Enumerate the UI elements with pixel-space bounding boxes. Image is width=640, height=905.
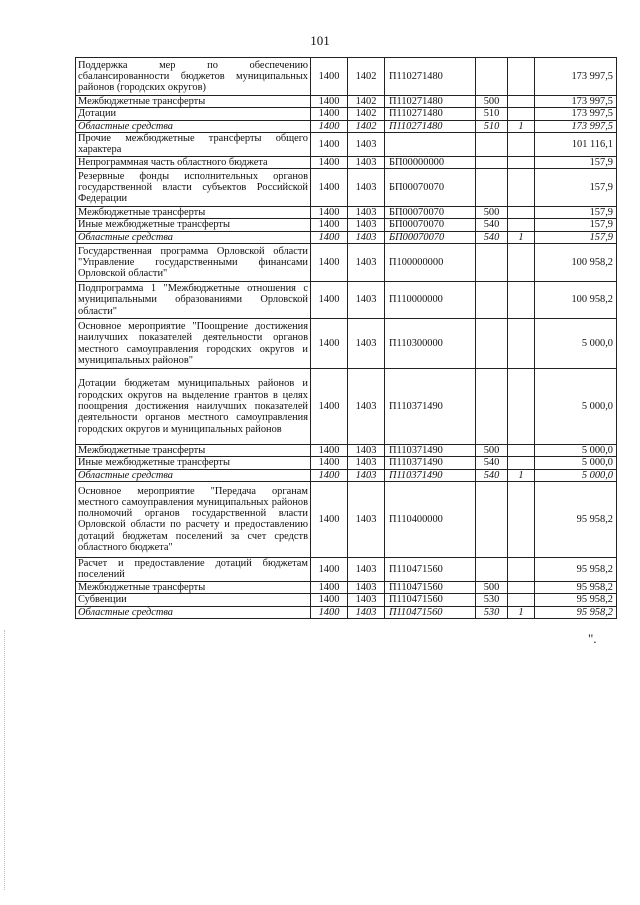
table-row [76, 108, 617, 120]
row-podrazdel: 1403 [348, 219, 385, 231]
row-podrazdel: 1403 [348, 594, 385, 606]
row-source [508, 481, 535, 557]
row-name: Субвенции [76, 594, 311, 606]
row-source [508, 282, 535, 319]
row-name: Основное мероприятие "Поощрение достижения наилучших показателей деятельности органов местного самоуправления городских округов и муниципальных районов" [76, 319, 311, 369]
row-expense-type: 540 [476, 469, 508, 481]
row-name: Межбюджетные трансферты [76, 581, 311, 593]
row-podrazdel: 1403 [348, 481, 385, 557]
row-amount: 95 958,2 [535, 606, 617, 618]
row-amount: 95 958,2 [535, 594, 617, 606]
scan-margin-dots [4, 630, 7, 890]
table-row [76, 557, 617, 581]
row-name: Межбюджетные трансферты [76, 207, 311, 219]
row-name: Областные средства [76, 469, 311, 481]
row-amount: 173 997,5 [535, 108, 617, 120]
row-amount: 101 116,1 [535, 132, 617, 156]
row-name: Иные межбюджетные трансферты [76, 457, 311, 469]
row-razdel: 1400 [311, 132, 348, 156]
row-razdel: 1400 [311, 594, 348, 606]
row-source [508, 369, 535, 445]
row-target-code: П110000000 [385, 282, 476, 319]
row-razdel: 1400 [311, 96, 348, 108]
row-razdel: 1400 [311, 581, 348, 593]
row-expense-type [476, 557, 508, 581]
row-expense-type: 510 [476, 120, 508, 132]
row-podrazdel: 1402 [348, 108, 385, 120]
row-podrazdel: 1403 [348, 557, 385, 581]
row-podrazdel: 1403 [348, 581, 385, 593]
row-expense-type: 500 [476, 96, 508, 108]
row-expense-type [476, 319, 508, 369]
row-target-code: П110300000 [385, 319, 476, 369]
row-razdel: 1400 [311, 169, 348, 207]
row-podrazdel: 1403 [348, 469, 385, 481]
row-razdel: 1400 [311, 319, 348, 369]
row-razdel: 1400 [311, 557, 348, 581]
row-expense-type [476, 244, 508, 282]
row-expense-type: 540 [476, 457, 508, 469]
page-number: 101 [310, 33, 330, 48]
row-target-code: П110400000 [385, 481, 476, 557]
row-name: Областные средства [76, 231, 311, 243]
row-podrazdel: 1403 [348, 156, 385, 168]
row-razdel: 1400 [311, 606, 348, 618]
row-source: 1 [508, 606, 535, 618]
row-source: 1 [508, 231, 535, 243]
table-row [76, 369, 617, 445]
row-target-code: П110371490 [385, 445, 476, 457]
row-target-code: П110471560 [385, 581, 476, 593]
row-razdel: 1400 [311, 108, 348, 120]
row-source [508, 219, 535, 231]
row-podrazdel: 1403 [348, 207, 385, 219]
row-expense-type: 530 [476, 606, 508, 618]
row-expense-type [476, 58, 508, 96]
row-amount: 5 000,0 [535, 469, 617, 481]
row-target-code: П110271480 [385, 96, 476, 108]
table-row [76, 219, 617, 231]
row-source [508, 244, 535, 282]
table-row [76, 120, 617, 132]
row-name: Межбюджетные трансферты [76, 445, 311, 457]
row-razdel: 1400 [311, 282, 348, 319]
row-source [508, 132, 535, 156]
row-amount: 157,9 [535, 231, 617, 243]
row-target-code: П110471560 [385, 606, 476, 618]
table-row [76, 282, 617, 319]
row-amount: 157,9 [535, 169, 617, 207]
row-expense-type: 540 [476, 231, 508, 243]
row-podrazdel: 1403 [348, 369, 385, 445]
table-row [76, 319, 617, 369]
row-expense-type [476, 132, 508, 156]
row-name: Расчет и предоставление дотаций бюджетам поселений [76, 557, 311, 581]
row-source [508, 156, 535, 168]
row-target-code: БП00070070 [385, 219, 476, 231]
row-expense-type: 500 [476, 445, 508, 457]
row-razdel: 1400 [311, 156, 348, 168]
row-razdel: 1400 [311, 481, 348, 557]
row-source [508, 319, 535, 369]
row-target-code: БП00070070 [385, 231, 476, 243]
row-source [508, 169, 535, 207]
row-source: 1 [508, 469, 535, 481]
table-row [76, 457, 617, 469]
row-name: Непрограммная часть областного бюджета [76, 156, 311, 168]
row-name: Иные межбюджетные трансферты [76, 219, 311, 231]
row-amount: 5 000,0 [535, 319, 617, 369]
table-row [76, 58, 617, 96]
row-podrazdel: 1403 [348, 169, 385, 207]
row-amount: 157,9 [535, 207, 617, 219]
row-expense-type: 510 [476, 108, 508, 120]
row-name: Областные средства [76, 606, 311, 618]
row-razdel: 1400 [311, 445, 348, 457]
row-razdel: 1400 [311, 469, 348, 481]
table-row [76, 481, 617, 557]
row-podrazdel: 1402 [348, 58, 385, 96]
table-row [76, 244, 617, 282]
row-name: Межбюджетные трансферты [76, 96, 311, 108]
row-target-code: П110271480 [385, 108, 476, 120]
table-row [76, 156, 617, 168]
row-source [508, 58, 535, 96]
row-source [508, 96, 535, 108]
closing-quote-mark: ". [588, 631, 597, 646]
table-row [76, 231, 617, 243]
row-podrazdel: 1403 [348, 244, 385, 282]
row-source [508, 594, 535, 606]
row-name: Резервные фонды исполнительных органов государственной власти субъектов Российской Федерации [76, 169, 311, 207]
row-expense-type: 540 [476, 219, 508, 231]
row-target-code [385, 132, 476, 156]
row-target-code: П110371490 [385, 457, 476, 469]
row-amount: 5 000,0 [535, 457, 617, 469]
row-name: Областные средства [76, 120, 311, 132]
table-row [76, 594, 617, 606]
row-source [508, 557, 535, 581]
row-amount: 173 997,5 [535, 120, 617, 132]
row-expense-type [476, 282, 508, 319]
row-razdel: 1400 [311, 58, 348, 96]
row-target-code: БП00070070 [385, 169, 476, 207]
row-source [508, 457, 535, 469]
row-name: Дотации бюджетам муниципальных районов и городских округов на выделение грантов в целях поощрения достижения наилучших показателей деятельности органов местного самоуправления городских округов и муниципальных районов [76, 369, 311, 445]
row-amount: 95 958,2 [535, 557, 617, 581]
row-name: Государственная программа Орловской области "Управление государственными финансами Орловской области" [76, 244, 311, 282]
row-podrazdel: 1403 [348, 457, 385, 469]
row-name: Прочие межбюджетные трансферты общего характера [76, 132, 311, 156]
row-razdel: 1400 [311, 120, 348, 132]
row-razdel: 1400 [311, 457, 348, 469]
row-amount: 157,9 [535, 156, 617, 168]
row-source [508, 581, 535, 593]
row-podrazdel: 1403 [348, 606, 385, 618]
row-podrazdel: 1403 [348, 319, 385, 369]
row-amount: 100 958,2 [535, 244, 617, 282]
row-amount: 157,9 [535, 219, 617, 231]
row-target-code: П110371490 [385, 369, 476, 445]
row-source: 1 [508, 120, 535, 132]
row-podrazdel: 1403 [348, 282, 385, 319]
row-target-code: П110371490 [385, 469, 476, 481]
row-target-code: П100000000 [385, 244, 476, 282]
row-expense-type [476, 169, 508, 207]
row-expense-type [476, 481, 508, 557]
table-row [76, 207, 617, 219]
row-expense-type: 530 [476, 594, 508, 606]
table-row [76, 445, 617, 457]
row-source [508, 108, 535, 120]
row-amount: 5 000,0 [535, 369, 617, 445]
row-name: Дотации [76, 108, 311, 120]
row-amount: 95 958,2 [535, 481, 617, 557]
table-row [76, 132, 617, 156]
row-podrazdel: 1403 [348, 445, 385, 457]
row-razdel: 1400 [311, 219, 348, 231]
row-name: Основное мероприятие "Передача органам местного самоуправления муниципальных районов полномочий органов государственной власти Орловской области по расчету и предоставлению дотаций бюджетам поселений за счет средств областного бюджета" [76, 481, 311, 557]
row-expense-type [476, 156, 508, 168]
row-source [508, 445, 535, 457]
row-amount: 5 000,0 [535, 445, 617, 457]
table-row [76, 96, 617, 108]
row-name: Поддержка мер по обеспечению сбалансированности бюджетов муниципальных районов (городских округов) [76, 58, 311, 96]
row-name: Подпрограмма 1 "Межбюджетные отношения с муниципальными образованиями Орловской области" [76, 282, 311, 319]
row-expense-type: 500 [476, 207, 508, 219]
row-podrazdel: 1402 [348, 120, 385, 132]
row-target-code: П110271480 [385, 120, 476, 132]
row-expense-type: 500 [476, 581, 508, 593]
table-row [76, 581, 617, 593]
row-target-code: П110271480 [385, 58, 476, 96]
row-target-code: БП00000000 [385, 156, 476, 168]
row-amount: 95 958,2 [535, 581, 617, 593]
budget-table-body [76, 58, 617, 619]
row-target-code: БП00070070 [385, 207, 476, 219]
row-podrazdel: 1403 [348, 132, 385, 156]
table-row [76, 169, 617, 207]
row-razdel: 1400 [311, 244, 348, 282]
row-podrazdel: 1402 [348, 96, 385, 108]
table-row [76, 606, 617, 618]
row-amount: 100 958,2 [535, 282, 617, 319]
table-row [76, 469, 617, 481]
row-razdel: 1400 [311, 231, 348, 243]
row-source [508, 207, 535, 219]
row-amount: 173 997,5 [535, 58, 617, 96]
row-expense-type [476, 369, 508, 445]
row-razdel: 1400 [311, 207, 348, 219]
budget-table [75, 57, 617, 619]
row-amount: 173 997,5 [535, 96, 617, 108]
row-target-code: П110471560 [385, 594, 476, 606]
row-razdel: 1400 [311, 369, 348, 445]
row-target-code: П110471560 [385, 557, 476, 581]
row-podrazdel: 1403 [348, 231, 385, 243]
